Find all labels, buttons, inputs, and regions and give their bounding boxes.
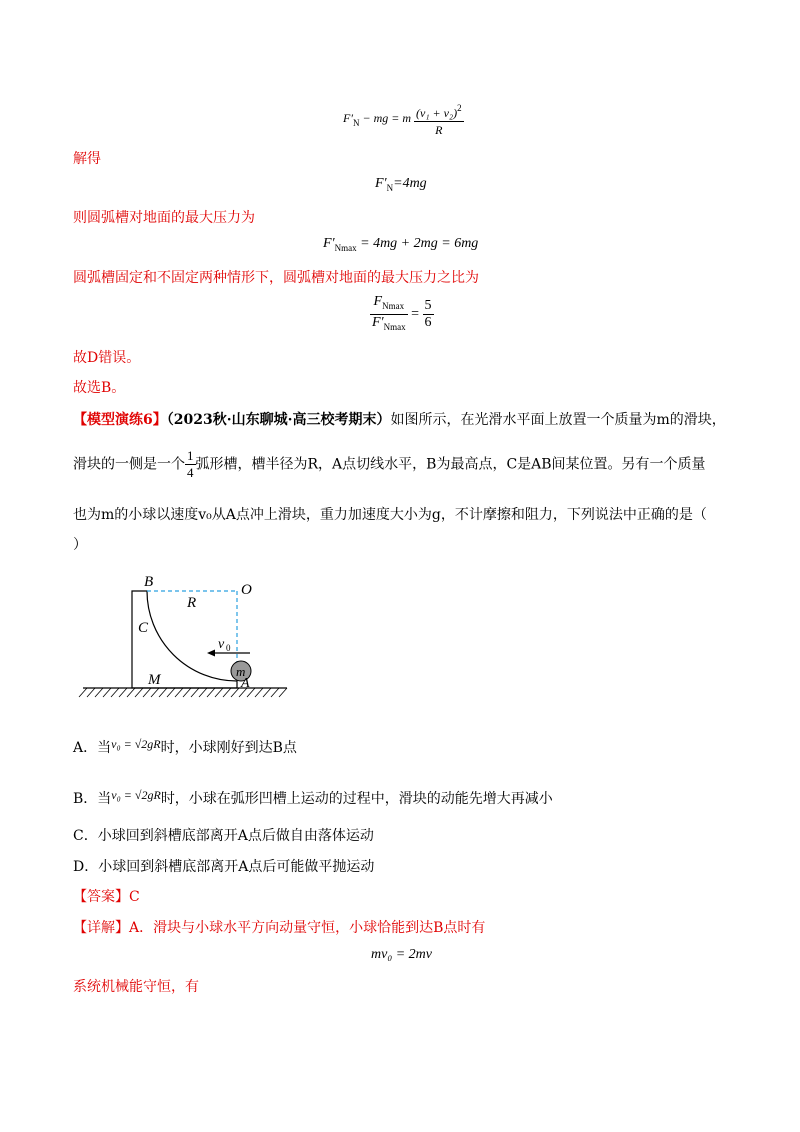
label-O: O [241, 582, 252, 598]
max-pressure-label: 则圆弧槽对地面的最大压力为 [73, 210, 255, 226]
conclusion-d: 故D错误。 [73, 350, 141, 366]
solve-label: 解得 [73, 151, 101, 167]
equation-momentum: mv₀ = 2mv [371, 947, 432, 962]
label-B: B [144, 574, 154, 590]
problem-line-1: 【模型演练6】（2023秋·山东聊城·高三校考期末）如图所示，在光滑水平面上放置一个质量为m的滑块， [73, 412, 726, 428]
option-c: C．小球回到斜槽底部离开A点后做自由落体运动 [73, 828, 374, 844]
physics-diagram [75, 570, 295, 705]
option-d: D．小球回到斜槽底部离开A点后可能做平抛运动 [73, 859, 375, 875]
velocity-arrowhead [207, 650, 215, 657]
equation-normal-force-result: $F'_N=4mg$ [375, 176, 427, 193]
equation-ratio: $\frac{F_{Nmax}}{F'_{Nmax}}$ = $\frac{5}{6}$ [372, 294, 432, 332]
label-C: C [138, 620, 149, 636]
problem-line-4: ） [73, 537, 87, 553]
label-R: R [187, 595, 197, 611]
ground-hatch [79, 688, 287, 697]
label-m: m [236, 664, 246, 679]
label-M: M [148, 672, 161, 688]
energy-line: 系统机械能守恒，有 [73, 979, 199, 995]
option-b-math: v₀ = √2gR [111, 788, 161, 802]
equation-normal-force: $F'_N$ − mg = m $\frac{(v_1 + v_2)^2}{R}$ [343, 100, 464, 138]
label-v0-sub: 0 [226, 643, 231, 653]
problem-line-2: 滑块的一侧是一个 $\frac{1}{4}$ 弧形槽，槽半径为R，A点切线水平，B为最高点，C是AB间某位置。另有一个质量 [73, 448, 706, 480]
label-A: A [241, 676, 250, 691]
answer: 【答案】C [73, 889, 140, 905]
option-a: A．当v₀ = √2gR时，小球刚好到达B点 [73, 737, 297, 756]
label-v0: v [218, 637, 225, 652]
equation-max-pressure: $F'_{Nmax} = 4mg + 2mg = 6mg$ [323, 236, 479, 253]
ratio-label: 圆弧槽固定和不固定两种情形下，圆弧槽对地面的最大压力之比为 [73, 270, 479, 286]
choose-b: 故选B。 [73, 380, 126, 396]
detail-line: 【详解】A．滑块与小球水平方向动量守恒，小球恰能到达B点时有 [73, 920, 486, 936]
option-b: B．当v₀ = √2gR时，小球在弧形凹槽上运动的过程中，滑块的动能先增大再减小 [73, 788, 553, 807]
problem-line-3: 也为m的小球以速度v₀从A点冲上滑块，重力加速度大小为g，不计摩擦和阻力，下列说法中正确的是（ [73, 507, 707, 523]
problem-source: （2023秋·山东聊城·高三校考期末） [166, 412, 391, 428]
problem-tag: 【模型演练6】 [73, 412, 167, 428]
option-a-math: v₀ = √2gR [111, 737, 161, 751]
